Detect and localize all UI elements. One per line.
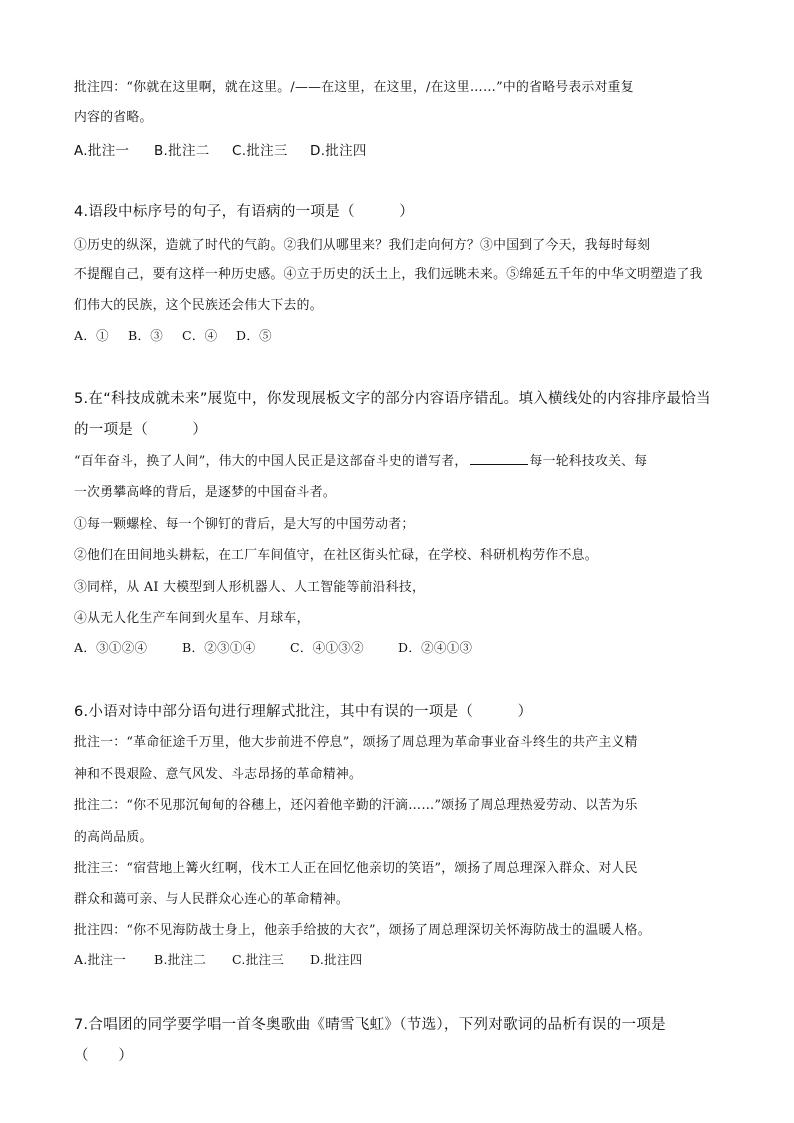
q5-item-1: ①每一颗螺栓、每一个铆钉的背后，是大写的中国劳动者； <box>74 517 415 532</box>
q3-option-c[interactable]: C.批注三 <box>232 143 288 159</box>
q5-item-3: ③同样，从 AI 大模型到人形机器人、人工智能等前沿科技， <box>74 580 426 595</box>
q5-option-c[interactable]: C．④①③② <box>290 640 364 655</box>
q4-para-line2: 不提醒自己，要有这样一种历史感。④立于历史的沃土上，我们远眺未来。⑤绵延五千年的中华文明塑造了我 <box>74 267 703 282</box>
q5-para-after: 每一轮科技攻关、每 <box>529 454 648 469</box>
q3-option-a[interactable]: A.批注一 <box>74 143 130 159</box>
q4-option-a[interactable]: A．① <box>74 328 109 343</box>
q6-note3-line2: 群众和蔼可亲、与人民群众心连心的革命精神。 <box>74 892 350 907</box>
q3-option-b[interactable]: B.批注二 <box>154 143 210 159</box>
q5-stem-line2: 的一项是（ ） <box>74 422 208 438</box>
q6-note3-line1: 批注三：“宿营地上篝火红啊，伐木工人正在回忆他亲切的笑语”，颂扬了周总理深入群众、对人民 <box>74 861 638 876</box>
q7-stem-line1: 7.合唱团的同学要学唱一首冬奥歌曲《晴雪飞虹》（节选），下列对歌词的品析有误的一项是 <box>74 1017 666 1033</box>
q3-option-d[interactable]: D.批注四 <box>310 143 367 159</box>
q4-stem: 4.语段中标序号的句子，有语病的一项是（ ） <box>74 204 415 220</box>
q5-option-a[interactable]: A．③①②④ <box>74 640 148 655</box>
q6-option-b[interactable]: B.批注二 <box>154 952 207 967</box>
q6-note2-line2: 的高尚品质。 <box>74 830 153 845</box>
q6-option-c[interactable]: C.批注三 <box>232 952 285 967</box>
q3-note4-line2: 内容的省略。 <box>74 110 153 125</box>
q5-blank <box>470 452 528 465</box>
q6-note1-line2: 神和不畏艰险、意气风发、斗志昂扬的革命精神。 <box>74 767 363 782</box>
q5-para-line1 <box>74 450 728 469</box>
q5-stem-line1: 5.在“科技成就未来”展览中，你发现展板文字的部分内容语序错乱。填入横线处的内容排序最恰当 <box>74 391 711 407</box>
q3-note4-line1: 批注四：“你就在这里啊，就在这里。/——在这里，在这里，/在这里……”中的省略号表示对重复 <box>74 80 634 95</box>
q5-option-d[interactable]: D．②④①③ <box>398 640 473 655</box>
q4-para-line3: 们伟大的民族，这个民族还会伟大下去的。 <box>74 298 323 313</box>
q6-options <box>74 950 728 968</box>
q4-option-c[interactable]: C．④ <box>182 328 218 343</box>
q4-options <box>74 326 728 344</box>
q6-stem: 6.小语对诗中部分语句进行理解式批注，其中有误的一项是（ ） <box>74 704 533 720</box>
q4-option-d[interactable]: D．⑤ <box>236 328 272 343</box>
q5-option-b[interactable]: B．②③①④ <box>182 640 256 655</box>
q3-options <box>74 139 728 159</box>
q4-para-line1: ①历史的纵深，造就了时代的气韵。②我们从哪里来？我们走向何方？③中国到了今天，我每时每刻 <box>74 238 651 253</box>
q5-para-before: “百年奋斗，换了人间”，伟大的中国人民正是这部奋斗史的谱写者， <box>74 454 468 469</box>
q5-item-2: ②他们在田间地头耕耘，在工厂车间值守，在社区街头忙碌，在学校、科研机构劳作不息。 <box>74 548 598 563</box>
q5-item-4: ④从无人化生产车间到火星车、月球车， <box>74 611 310 626</box>
q6-option-a[interactable]: A.批注一 <box>74 952 127 967</box>
q7-stem-line2: （ ） <box>74 1048 134 1064</box>
q5-options <box>74 638 728 656</box>
q6-note2-line1: 批注二：“你不见那沉甸甸的谷穗上，还闪着他辛勤的汗滴……”颂扬了周总理热爱劳动、以苦为乐 <box>74 798 638 813</box>
q4-option-b[interactable]: B．③ <box>128 328 164 343</box>
q5-para-line2: 一次勇攀高峰的背后，是逐梦的中国奋斗者。 <box>74 485 336 500</box>
q6-note4: 批注四：“你不见海防战士身上，他亲手给披的大衣”，颂扬了周总理深切关怀海防战士的温暖人格。 <box>74 923 651 938</box>
q6-note1-line1: 批注一：“革命征途千万里，他大步前进不停息”，颂扬了周总理为革命事业奋斗终生的共产主义精 <box>74 735 638 750</box>
q6-option-d[interactable]: D.批注四 <box>310 952 363 967</box>
